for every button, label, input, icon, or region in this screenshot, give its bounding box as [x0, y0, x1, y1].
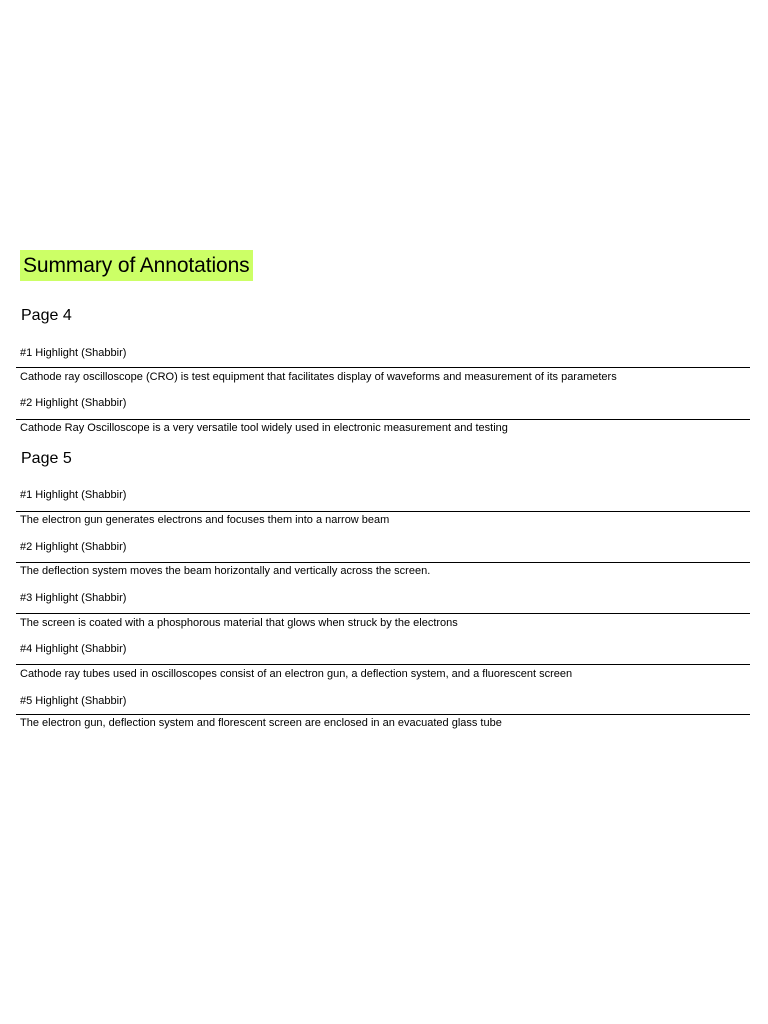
annotation-text: The electron gun, deflection system and florescent screen are enclosed in an evacuated glass tube [20, 717, 502, 729]
annotation-divider [16, 664, 750, 665]
annotation-text: The screen is coated with a phosphorous material that glows when struck by the electrons [20, 617, 458, 629]
annotation-text: Cathode ray oscilloscope (CRO) is test equipment that facilitates display of waveforms and measurement of its parameters [20, 371, 617, 383]
annotation-divider [16, 419, 750, 420]
annotation-label: #1 Highlight (Shabbir) [20, 489, 127, 501]
annotation-label: #4 Highlight (Shabbir) [20, 643, 127, 655]
annotation-label: #2 Highlight (Shabbir) [20, 541, 127, 553]
section-heading-page-5: Page 5 [21, 450, 72, 467]
annotation-label: #2 Highlight (Shabbir) [20, 397, 127, 409]
annotation-label: #1 Highlight (Shabbir) [20, 347, 127, 359]
annotation-divider [16, 562, 750, 563]
page-title: Summary of Annotations [23, 254, 250, 277]
annotation-divider [16, 714, 750, 715]
annotation-divider [16, 511, 750, 512]
annotation-divider [16, 367, 750, 368]
annotation-divider [16, 613, 750, 614]
section-heading-page-4: Page 4 [21, 307, 72, 324]
title-highlight [20, 250, 253, 281]
annotation-text: Cathode Ray Oscilloscope is a very versatile tool widely used in electronic measurement and testing [20, 422, 508, 434]
annotation-label: #3 Highlight (Shabbir) [20, 592, 127, 604]
annotation-text: Cathode ray tubes used in oscilloscopes consist of an electron gun, a deflection system, and a fluorescent screen [20, 668, 573, 680]
annotation-text: The electron gun generates electrons and focuses them into a narrow beam [20, 514, 390, 526]
annotation-text: The deflection system moves the beam horizontally and vertically across the screen. [20, 565, 431, 577]
annotation-label: #5 Highlight (Shabbir) [20, 695, 127, 707]
